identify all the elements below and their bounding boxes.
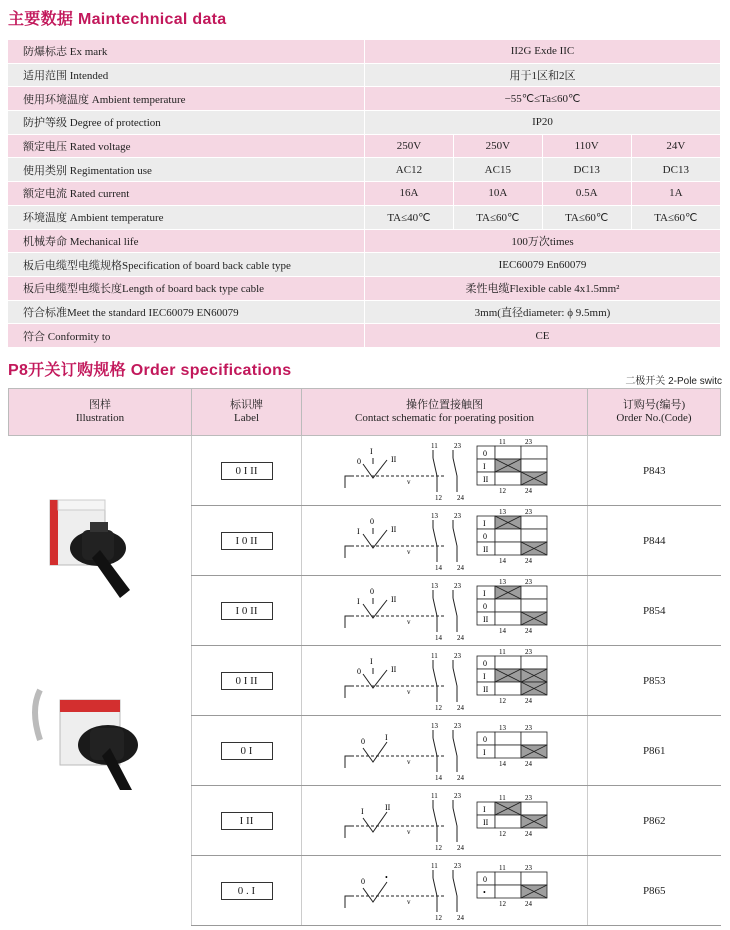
spec-row (8, 205, 720, 229)
spec-label: 适用范围 Intended (8, 63, 365, 87)
header-code: 订购号(编号) Order No.(Code) (588, 389, 721, 436)
contact-schematic (305, 646, 585, 712)
svg-text:23: 23 (453, 512, 461, 520)
order-code: P865 (588, 856, 721, 926)
svg-text:I: I (482, 672, 486, 681)
svg-text:24: 24 (524, 900, 532, 908)
spec-row (8, 40, 720, 63)
header-label: 标识牌 Label (192, 389, 302, 436)
header-illustration: 图样 Illustration (9, 389, 192, 436)
svg-text:I: I (482, 519, 486, 528)
svg-text:11: 11 (430, 792, 438, 800)
spec-value: II2G Exde IIC (365, 40, 721, 63)
spec-value: 16A (365, 182, 454, 206)
svg-text:14: 14 (498, 760, 506, 768)
spec-row (8, 324, 720, 348)
svg-text:0: 0 (360, 877, 365, 886)
svg-text:I: I (482, 462, 486, 471)
contact-cell (302, 436, 588, 506)
svg-text:0: 0 (482, 602, 487, 611)
svg-text:0: 0 (482, 659, 487, 668)
svg-text:24: 24 (456, 494, 464, 502)
svg-text:12: 12 (434, 844, 442, 852)
spec-value: −55℃≤Ta≤60℃ (365, 87, 721, 111)
label-cell (192, 856, 302, 926)
svg-text:23: 23 (524, 864, 532, 872)
spec-row (8, 276, 720, 300)
svg-text:v: v (406, 828, 410, 836)
spec-value: DC13 (542, 158, 631, 182)
spec-label: 额定电流 Rated current (8, 182, 365, 206)
svg-text:I: I (482, 805, 486, 814)
svg-text:24: 24 (456, 634, 464, 642)
svg-text:II: II (390, 525, 396, 534)
switch-illustration (30, 490, 170, 790)
svg-text:24: 24 (456, 564, 464, 572)
svg-text:0: 0 (356, 667, 361, 676)
svg-text:0: 0 (482, 875, 487, 884)
label-plate: 0 I (221, 742, 273, 760)
spec-row (8, 111, 720, 135)
spec-label: 防爆标志 Ex mark (8, 40, 365, 63)
switch-image-lower (35, 690, 138, 790)
svg-text:0: 0 (356, 457, 361, 466)
contact-schematic (305, 786, 585, 852)
svg-text:II: II (390, 455, 396, 464)
svg-text:v: v (406, 898, 410, 906)
svg-text:II: II (384, 803, 390, 812)
label-plate: I 0 II (221, 602, 273, 620)
spec-row (8, 63, 720, 87)
svg-text:13: 13 (430, 582, 438, 590)
spec-row (8, 229, 720, 253)
spec-value: AC15 (453, 158, 542, 182)
svg-text:14: 14 (434, 564, 442, 572)
svg-text:24: 24 (456, 704, 464, 712)
svg-text:I: I (360, 807, 364, 816)
spec-value: 3mm(直径diameter: ϕ 9.5mm) (365, 300, 721, 324)
svg-text:II: II (390, 665, 396, 674)
svg-text:I: I (369, 657, 373, 666)
svg-text:13: 13 (498, 508, 506, 516)
spec-value: TA≤60℃ (542, 205, 631, 229)
svg-text:II: II (390, 595, 396, 604)
svg-text:12: 12 (498, 830, 506, 838)
svg-text:v: v (406, 478, 410, 486)
spec-label: 额定电压 Rated voltage (8, 134, 365, 158)
label-plate: I II (221, 812, 273, 830)
label-plate: 0 I II (221, 462, 273, 480)
spec-label: 符合标准Meet the standard IEC60079 EN60079 (8, 300, 365, 324)
svg-text:24: 24 (524, 557, 532, 565)
label-plate: I 0 II (221, 532, 273, 550)
svg-text:II: II (482, 545, 488, 554)
order-code: P844 (588, 506, 721, 576)
main-data-table (8, 40, 720, 348)
contact-cell (302, 576, 588, 646)
svg-text:11: 11 (498, 794, 506, 802)
svg-text:11: 11 (498, 648, 506, 656)
svg-text:13: 13 (498, 578, 506, 586)
svg-text:23: 23 (524, 508, 532, 516)
svg-text:12: 12 (498, 900, 506, 908)
svg-text:0: 0 (482, 449, 487, 458)
svg-text:23: 23 (524, 438, 532, 446)
label-cell (192, 576, 302, 646)
spec-value: 24V (631, 134, 720, 158)
spec-label: 板后电缆型电缆长度Length of board back type cable (8, 276, 365, 300)
svg-text:24: 24 (456, 844, 464, 852)
svg-text:v: v (406, 688, 410, 696)
svg-text:24: 24 (456, 774, 464, 782)
contact-cell (302, 716, 588, 786)
spec-label: 防护等级 Degree of protection (8, 111, 365, 135)
spec-row (8, 182, 720, 206)
svg-text:23: 23 (453, 582, 461, 590)
order-code: P854 (588, 576, 721, 646)
svg-text:11: 11 (430, 652, 438, 660)
svg-text:•: • (482, 888, 486, 897)
svg-text:v: v (406, 548, 410, 556)
svg-text:v: v (406, 618, 410, 626)
svg-text:12: 12 (434, 914, 442, 922)
svg-text:14: 14 (498, 627, 506, 635)
header-contact: 操作位置接触图 Contact schematic for poerating position (302, 389, 588, 436)
svg-text:24: 24 (524, 487, 532, 495)
spec-value: 0.5A (542, 182, 631, 206)
spec-value: 用于1区和2区 (365, 63, 721, 87)
spec-value: 柔性电缆Flexible cable 4x1.5mm² (365, 276, 721, 300)
svg-text:I: I (384, 733, 388, 742)
svg-text:II: II (482, 475, 488, 484)
svg-text:23: 23 (524, 578, 532, 586)
svg-text:24: 24 (524, 760, 532, 768)
svg-text:24: 24 (524, 697, 532, 705)
label-plate: 0 . I (221, 882, 273, 900)
pole-note: 二极开关 2-Pole switc (625, 376, 722, 387)
label-cell (192, 506, 302, 576)
contact-cell (302, 506, 588, 576)
svg-text:23: 23 (453, 792, 461, 800)
contact-cell (302, 646, 588, 716)
spec-label: 符合 Conformity to (8, 324, 365, 348)
spec-label: 机械寿命 Mechanical life (8, 229, 365, 253)
contact-schematic (305, 716, 585, 782)
contact-schematic (305, 576, 585, 642)
spec-value: 100万次times (365, 229, 721, 253)
contact-cell (302, 786, 588, 856)
svg-text:24: 24 (524, 830, 532, 838)
label-cell (192, 646, 302, 716)
section-title-main-data: 主要数据 Maintechnical data (8, 11, 227, 28)
svg-text:II: II (482, 685, 488, 694)
spec-value: TA≤40℃ (365, 205, 454, 229)
spec-value: 10A (453, 182, 542, 206)
svg-text:I: I (482, 589, 486, 598)
spec-row (8, 158, 720, 182)
spec-value: 1A (631, 182, 720, 206)
svg-text:24: 24 (524, 627, 532, 635)
order-code: P853 (588, 646, 721, 716)
svg-text:0: 0 (369, 587, 374, 596)
svg-text:23: 23 (453, 652, 461, 660)
contact-schematic (305, 436, 585, 502)
svg-text:I: I (356, 597, 360, 606)
svg-text:0: 0 (360, 737, 365, 746)
svg-text:12: 12 (434, 494, 442, 502)
label-cell (192, 716, 302, 786)
spec-value: 110V (542, 134, 631, 158)
order-code: P861 (588, 716, 721, 786)
spec-value: IEC60079 En60079 (365, 253, 721, 277)
svg-text:14: 14 (434, 634, 442, 642)
svg-text:14: 14 (498, 557, 506, 565)
svg-text:12: 12 (498, 487, 506, 495)
spec-row (8, 134, 720, 158)
svg-text:23: 23 (453, 442, 461, 450)
svg-text:I: I (482, 748, 486, 757)
svg-text:23: 23 (453, 862, 461, 870)
svg-text:12: 12 (434, 704, 442, 712)
svg-text:I: I (356, 527, 360, 536)
svg-text:11: 11 (430, 862, 438, 870)
spec-value: CE (365, 324, 721, 348)
label-cell (192, 436, 302, 506)
svg-text:II: II (482, 818, 488, 827)
svg-text:14: 14 (434, 774, 442, 782)
svg-text:v: v (406, 758, 410, 766)
spec-label: 使用类别 Regimentation use (8, 158, 365, 182)
svg-text:11: 11 (498, 864, 506, 872)
spec-row (8, 87, 720, 111)
svg-text:13: 13 (498, 724, 506, 732)
svg-text:13: 13 (430, 722, 438, 730)
contact-schematic (305, 506, 585, 572)
svg-text:13: 13 (430, 512, 438, 520)
order-code: P843 (588, 436, 721, 506)
spec-value: AC12 (365, 158, 454, 182)
label-cell (192, 786, 302, 856)
spec-value: 250V (453, 134, 542, 158)
contact-cell (302, 856, 588, 926)
spec-value: TA≤60℃ (631, 205, 720, 229)
svg-text:23: 23 (524, 794, 532, 802)
svg-text:24: 24 (456, 914, 464, 922)
section-title-order: P8开关订购规格 Order specifications (8, 362, 292, 379)
svg-text:11: 11 (430, 442, 438, 450)
spec-value: DC13 (631, 158, 720, 182)
spec-value: 250V (365, 134, 454, 158)
svg-text:12: 12 (498, 697, 506, 705)
spec-row (8, 253, 720, 277)
spec-label: 板后电缆型电缆规格Specification of board back cable type (8, 253, 365, 277)
spec-label: 使用环境温度 Ambient temperature (8, 87, 365, 111)
switch-image-upper (50, 500, 130, 598)
order-code: P862 (588, 786, 721, 856)
spec-label: 环境温度 Ambient temperature (8, 205, 365, 229)
label-plate: 0 I II (221, 672, 273, 690)
svg-text:II: II (482, 615, 488, 624)
spec-value: TA≤60℃ (453, 205, 542, 229)
svg-text:0: 0 (482, 532, 487, 541)
svg-text:0: 0 (369, 517, 374, 526)
svg-text:23: 23 (453, 722, 461, 730)
spec-value: IP20 (365, 111, 721, 135)
svg-text:23: 23 (524, 648, 532, 656)
svg-text:•: • (384, 873, 388, 882)
spec-row (8, 300, 720, 324)
svg-text:23: 23 (524, 724, 532, 732)
svg-text:0: 0 (482, 735, 487, 744)
contact-schematic (305, 856, 585, 922)
svg-text:11: 11 (498, 438, 506, 446)
svg-text:I: I (369, 447, 373, 456)
